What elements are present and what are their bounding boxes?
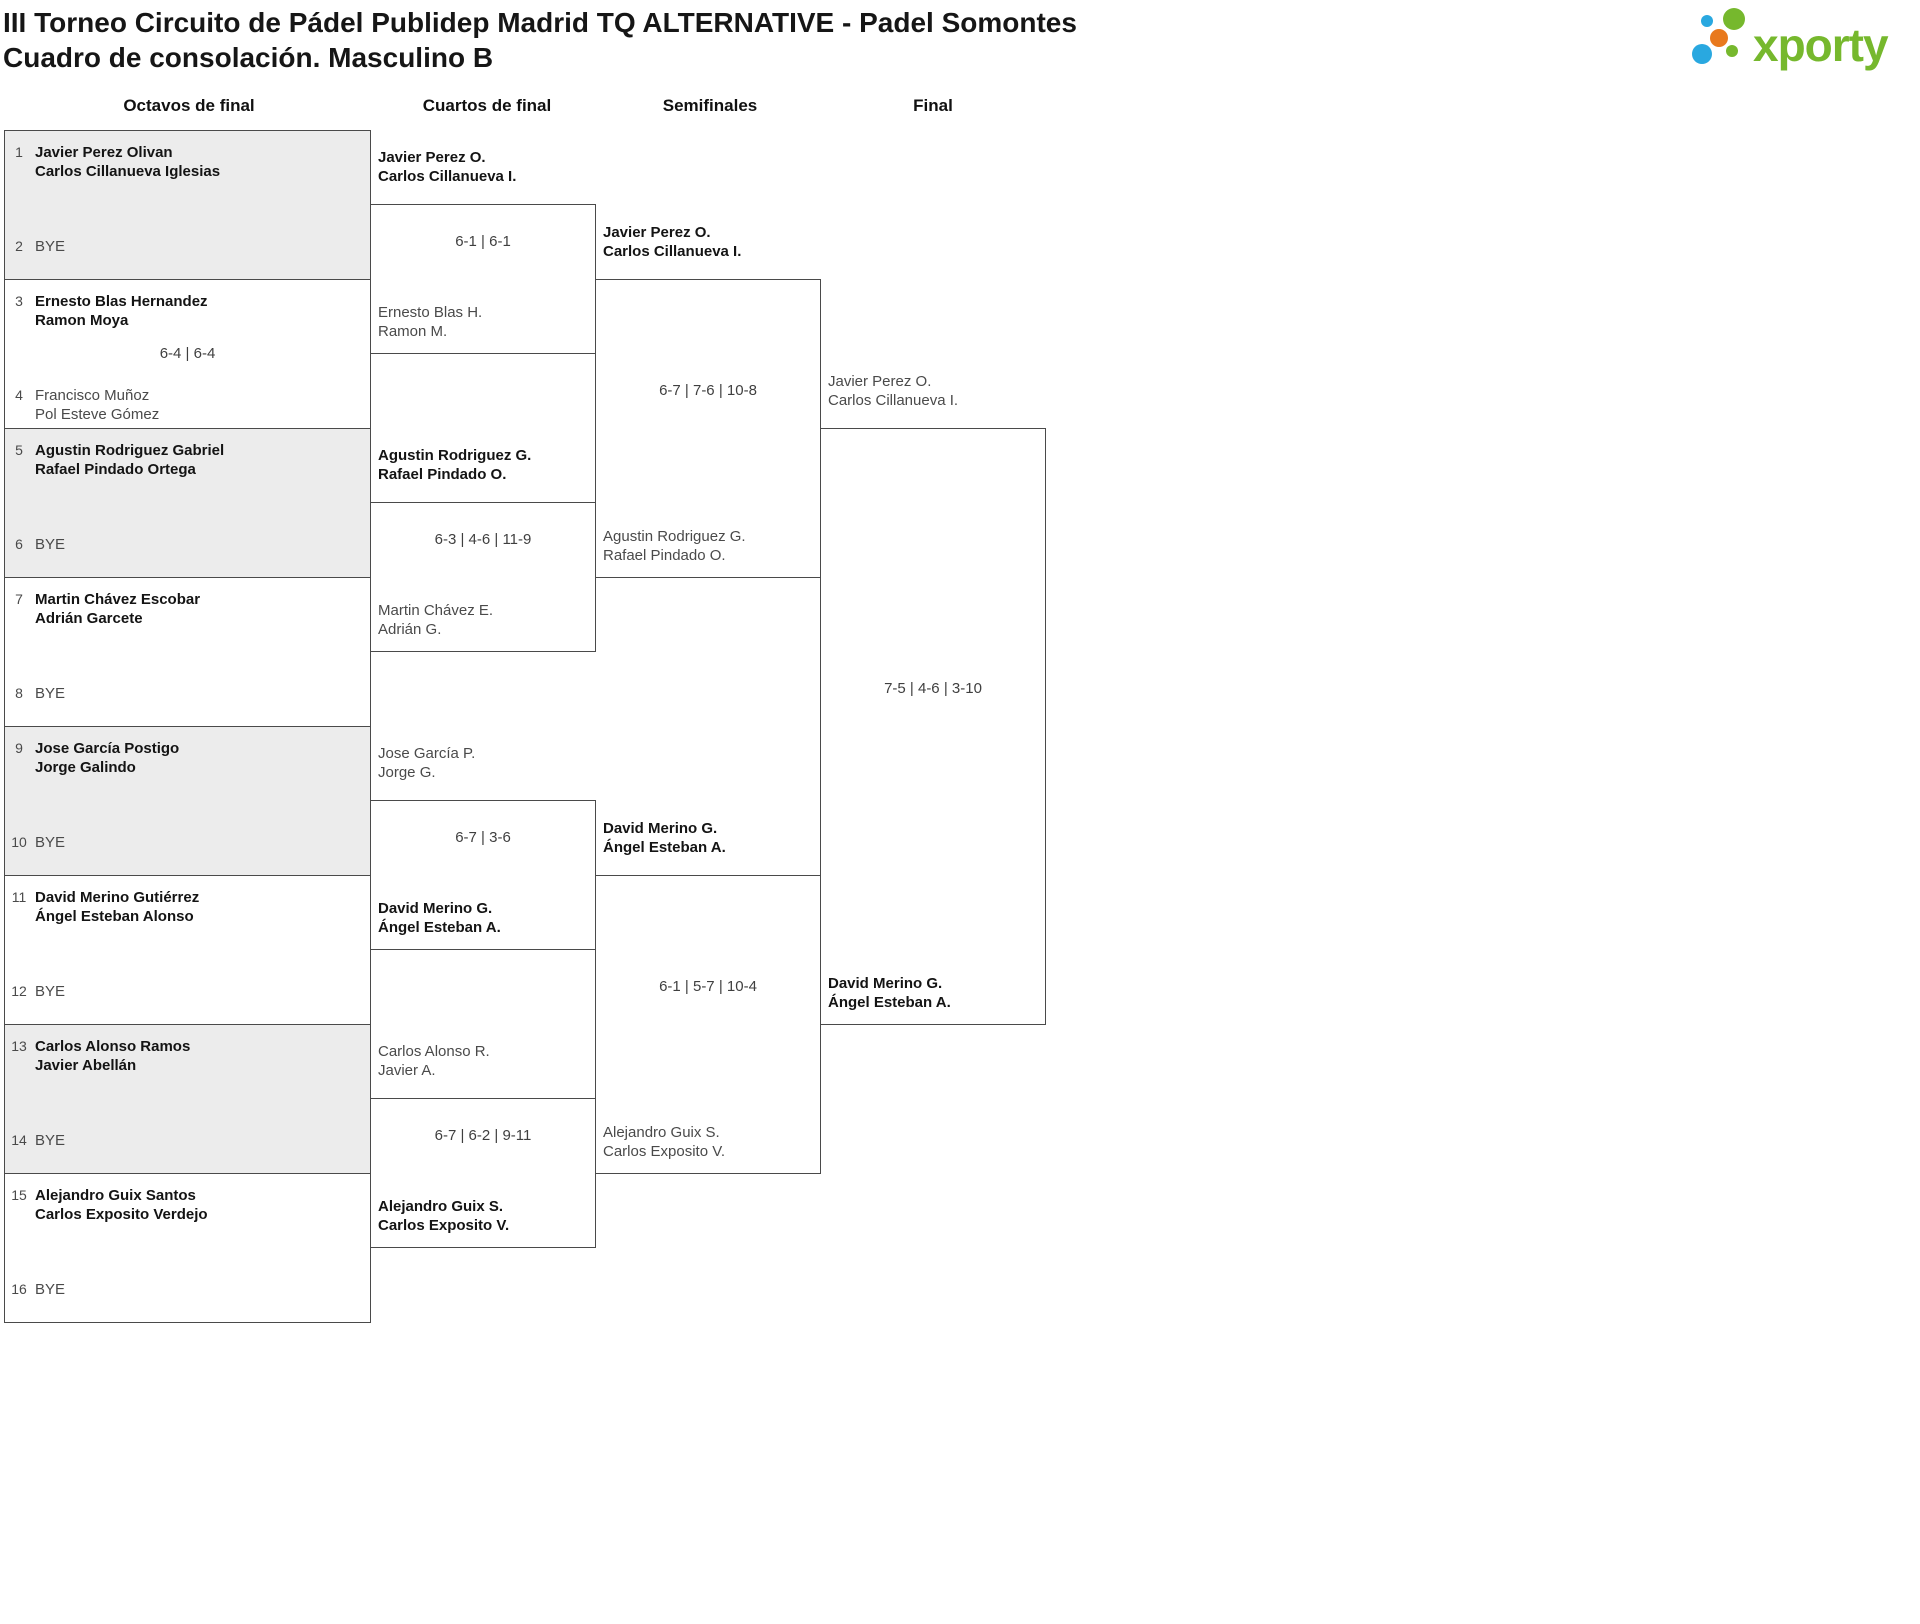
team-name: Agustin Rodriguez G. — [603, 528, 746, 545]
advancing-team — [603, 1123, 813, 1161]
match-score: 6-1 | 5-7 | 10-4 — [659, 978, 757, 995]
bracket-slot — [6, 237, 35, 256]
team-name: David Merino G. — [828, 975, 943, 992]
bracket-slot — [6, 535, 35, 554]
bracket-subtitle: Cuadro de consolación. Masculino B — [3, 42, 494, 73]
match-score: 6-7 | 3-6 — [455, 828, 511, 846]
bracket-slot — [6, 833, 35, 852]
advancing-team — [603, 527, 813, 565]
seed-number: 14 — [11, 1132, 27, 1148]
team-name: Jorge G. — [378, 764, 436, 781]
seed-number: 1 — [15, 144, 23, 160]
advancing-team — [378, 744, 588, 782]
team-name: Carlos Alonso R. — [378, 1043, 490, 1060]
seed-number: 6 — [15, 536, 23, 552]
team-name: Javier Perez O. — [603, 224, 711, 241]
team-name: Alejandro Guix S. — [603, 1124, 720, 1141]
team-name: Carlos Exposito V. — [378, 1217, 510, 1234]
bracket-slot — [6, 143, 35, 181]
seed-number: 11 — [11, 889, 27, 905]
seed-number: 3 — [15, 293, 23, 309]
advancing-team — [828, 372, 1038, 410]
team-name: Carlos Cillanueva I. — [378, 168, 517, 185]
advancing-team — [378, 148, 588, 186]
team-name: Javier Perez O. — [828, 373, 932, 390]
seed-number: 13 — [11, 1038, 27, 1054]
team-name: Martin Chávez E. — [378, 602, 494, 619]
advancing-team — [828, 974, 1038, 1012]
bracket-slot — [6, 1131, 35, 1150]
seed-number: 15 — [11, 1187, 27, 1203]
seed-number: 8 — [15, 685, 23, 701]
logo-dot-icon — [1710, 29, 1728, 47]
seed-number: 2 — [15, 238, 23, 254]
round-header: Semifinales — [662, 96, 758, 115]
team-name: Alejandro Guix S. — [378, 1198, 504, 1215]
logo-dot-icon — [1726, 45, 1738, 57]
team-name: Carlos Cillanueva I. — [603, 243, 742, 260]
team-name: Javier A. — [378, 1062, 436, 1079]
advancing-team — [378, 899, 588, 937]
round-header: Octavos de final — [123, 96, 255, 115]
team-name: Agustin Rodriguez G. — [378, 447, 532, 464]
seed-number: 10 — [11, 834, 27, 850]
bracket-slot — [6, 1280, 35, 1299]
match-score: 6-3 | 4-6 | 11-9 — [434, 530, 532, 548]
tournament-title: III Torneo Circuito de Pádel Publidep Madrid TQ ALTERNATIVE - Padel Somontes — [3, 7, 1077, 38]
advancing-team — [378, 1197, 588, 1235]
logo-dot-icon — [1701, 15, 1713, 27]
bracket-slot — [6, 441, 35, 479]
match-score: 6-1 | 6-1 — [455, 232, 511, 250]
seed-number: 7 — [15, 591, 23, 607]
round-header: Final — [913, 96, 953, 115]
team-name: Rafael Pindado O. — [378, 466, 507, 483]
seed-number: 5 — [15, 442, 23, 458]
team-name: Rafael Pindado O. — [603, 547, 726, 564]
match-score: 7-5 | 4-6 | 3-10 — [884, 680, 982, 697]
seed-number: 4 — [15, 387, 23, 403]
advancing-team — [603, 819, 813, 857]
team-name: David Merino G. — [603, 820, 718, 837]
advancing-team — [378, 303, 588, 341]
team-name: Ángel Esteban A. — [828, 994, 951, 1011]
bracket-slot — [6, 292, 35, 330]
team-name: Ernesto Blas H. — [378, 304, 483, 321]
team-name: Ángel Esteban A. — [378, 919, 501, 936]
advancing-team — [378, 601, 588, 639]
bracket-slot — [6, 739, 35, 777]
bracket-slot — [6, 386, 35, 424]
bracket-slot — [6, 590, 35, 628]
team-name: Carlos Exposito V. — [603, 1143, 726, 1160]
advancing-team — [378, 1042, 588, 1080]
bracket-slot — [6, 1037, 35, 1075]
team-name: Carlos Cillanueva I. — [828, 392, 959, 409]
team-name: Ramon M. — [378, 323, 448, 340]
round-header: Cuartos de final — [422, 96, 552, 115]
seed-number: 9 — [15, 740, 23, 756]
team-name: Ángel Esteban A. — [603, 839, 726, 856]
match-score: 6-4 | 6-4 — [159, 345, 216, 362]
seed-number: 12 — [11, 983, 27, 999]
seed-number: 16 — [11, 1281, 27, 1297]
team-name: Adrián G. — [378, 621, 442, 638]
team-name: Jose García P. — [378, 745, 476, 762]
bracket-slot — [6, 888, 35, 926]
bracket-slot — [6, 1186, 35, 1224]
team-name: Javier Perez O. — [378, 149, 486, 166]
xporty-logo-text: xporty — [1753, 19, 1888, 71]
bracket-slot — [6, 982, 35, 1001]
match-score: 6-7 | 6-2 | 9-11 — [434, 1126, 532, 1144]
logo-dot-icon — [1723, 8, 1745, 30]
advancing-team — [378, 446, 588, 484]
advancing-team — [603, 223, 813, 261]
team-name: David Merino G. — [378, 900, 493, 917]
final-match-box — [820, 428, 1046, 1025]
bracket-slot — [6, 684, 35, 703]
logo-dot-icon — [1692, 44, 1712, 64]
match-score: 6-7 | 7-6 | 10-8 — [659, 382, 757, 399]
